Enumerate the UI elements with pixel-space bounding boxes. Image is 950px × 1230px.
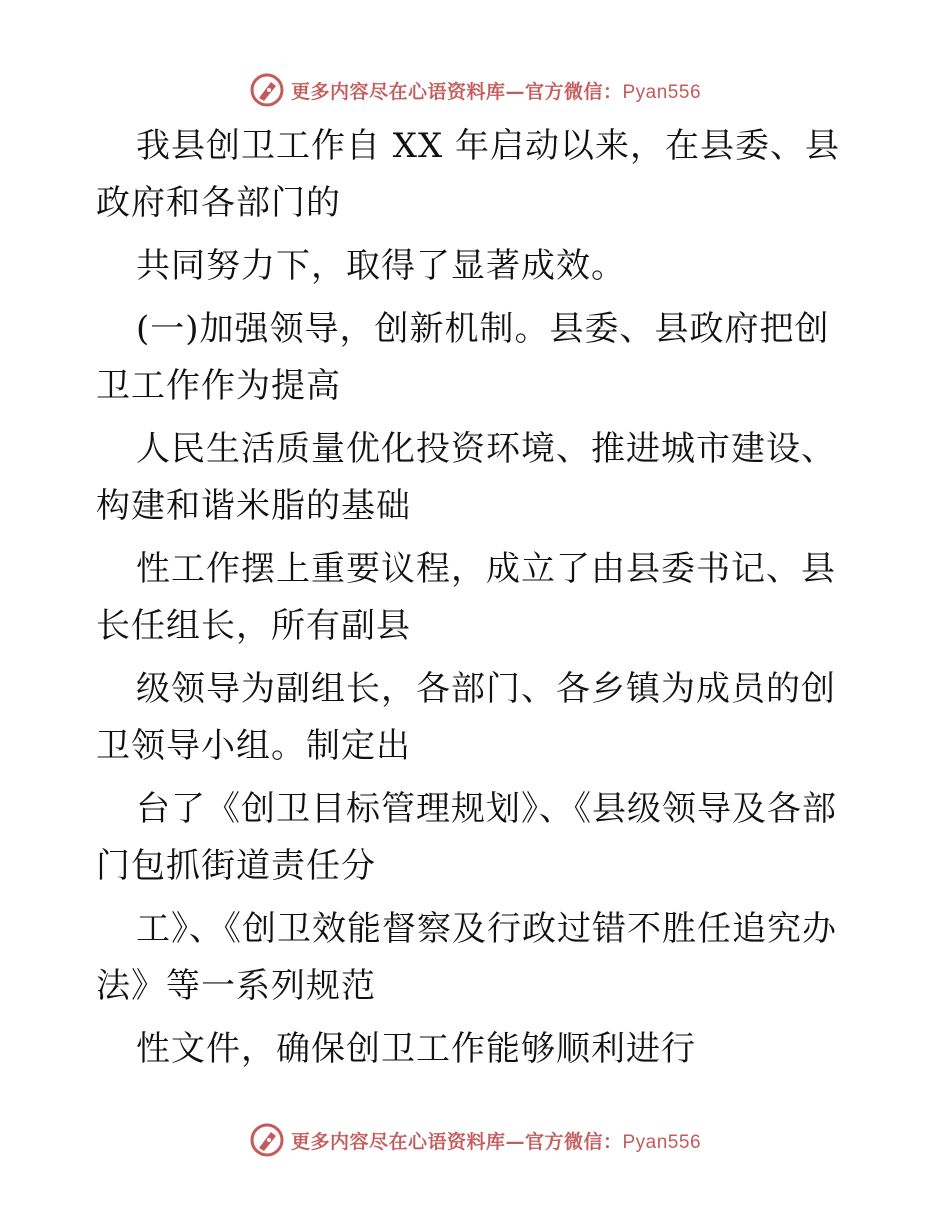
paragraph-line: 工作作为提高 bbox=[131, 366, 341, 406]
watermark-label: 更多内容尽在心语资料库—官方微信： bbox=[290, 80, 623, 103]
paragraph-line: 府和各部门的 bbox=[131, 183, 341, 223]
paragraph bbox=[96, 421, 856, 535]
watermark-text bbox=[291, 1127, 701, 1154]
paragraph-line: 性工作摆上重要议程，成立了由县委书记、县长 bbox=[96, 549, 836, 646]
paragraph bbox=[96, 1021, 856, 1078]
document-body bbox=[96, 118, 856, 1084]
paragraph-line: 法》等一系列规范 bbox=[96, 966, 376, 1006]
paragraph bbox=[96, 541, 856, 655]
watermark-text bbox=[291, 77, 701, 104]
paragraph-line: 门包抓街道责任分 bbox=[96, 846, 376, 886]
paragraph-line: 性文件，确保创卫工作能够顺利进行 bbox=[136, 1029, 696, 1069]
paragraph-line: 工》、《创卫效能督察及行政过错不胜任追究办 bbox=[136, 909, 837, 949]
paragraph bbox=[96, 238, 856, 295]
paragraph bbox=[96, 118, 856, 232]
paragraph-line: 级领导为副组长，各部门、各乡镇为成员的创卫 bbox=[96, 669, 836, 766]
paragraph-line: 人民生活质量优化投资环境、推进城市建设、构 bbox=[96, 429, 836, 526]
paragraph bbox=[96, 781, 856, 895]
pen-nib-logo-icon bbox=[249, 1122, 285, 1158]
pen-nib-logo-icon bbox=[249, 72, 285, 108]
paragraph-line: 共同努力下，取得了显著成效。 bbox=[136, 246, 626, 286]
paragraph bbox=[96, 301, 856, 415]
watermark-label: 更多内容尽在心语资料库—官方微信： bbox=[290, 1130, 623, 1153]
header-watermark bbox=[0, 68, 950, 112]
paragraph-line: 领导小组。制定出 bbox=[131, 726, 411, 766]
paragraph-line: 我县创卫工作自 XX 年启动以来，在县委、县政 bbox=[96, 126, 841, 223]
paragraph bbox=[96, 661, 856, 775]
paragraph-line: 任组长，所有副县 bbox=[131, 606, 411, 646]
paragraph-line: 台了《创卫目标管理规划》、《县级领导及各部 bbox=[136, 789, 837, 829]
watermark-handle: Pyan556 bbox=[622, 81, 702, 103]
paragraph-line: (一)加强领导，创新机制。县委、县政府把创卫 bbox=[96, 309, 830, 406]
footer-watermark bbox=[0, 1118, 950, 1162]
paragraph-line: 建和谐米脂的基础 bbox=[131, 486, 411, 526]
watermark-handle: Pyan556 bbox=[622, 1131, 702, 1153]
paragraph bbox=[96, 901, 856, 1015]
